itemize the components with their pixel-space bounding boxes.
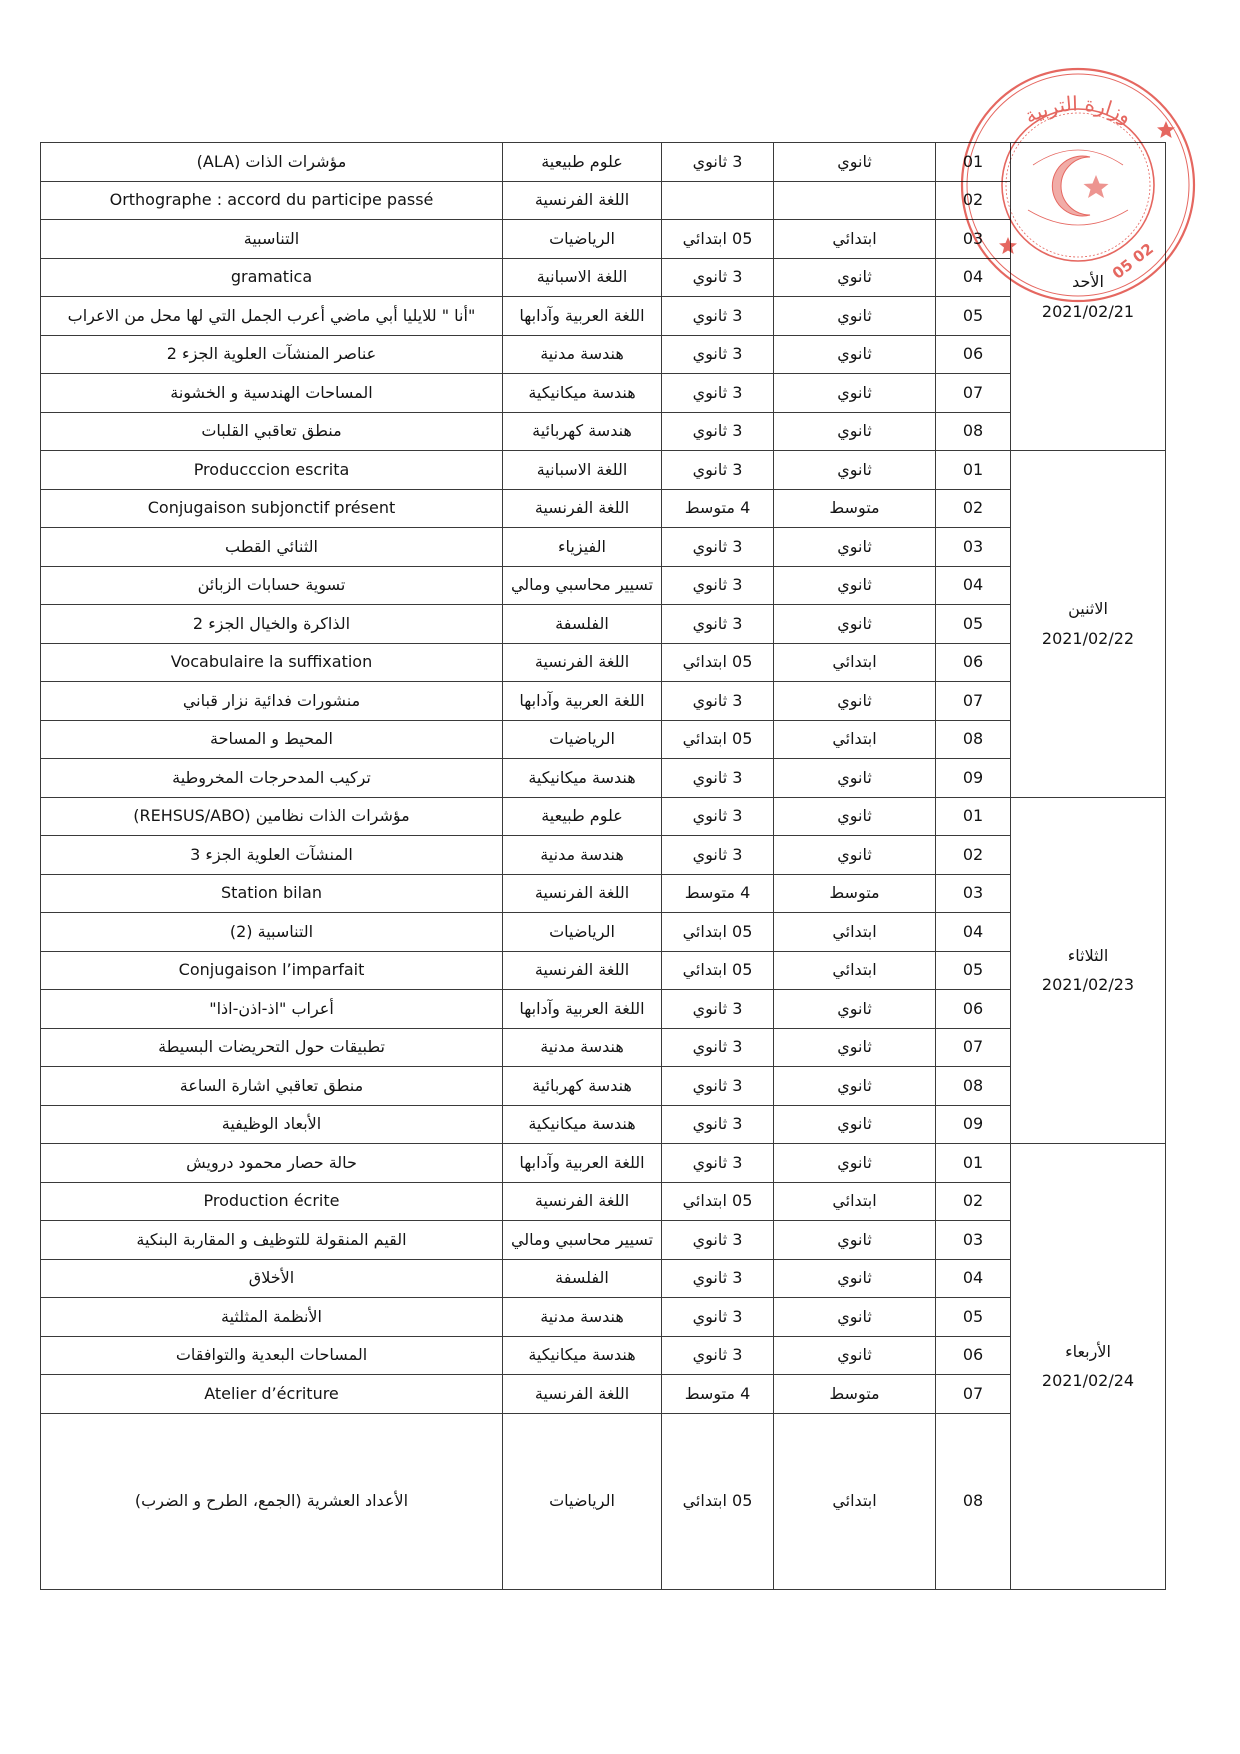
subject-cell: علوم طبيعية <box>503 143 662 182</box>
year-cell: 3 ثانوي <box>662 682 774 721</box>
lesson-cell: منشورات فدائية نزار قباني <box>41 682 503 721</box>
schedule-row <box>41 913 1166 952</box>
day-name: الأحد <box>1072 271 1104 291</box>
schedule-row <box>41 451 1166 490</box>
year-cell: 3 ثانوي <box>662 836 774 875</box>
row-number: 07 <box>936 1028 1011 1067</box>
level-cell: ابتدائي <box>774 1413 936 1589</box>
lesson-cell: المساحات البعدية والتوافقات <box>41 1336 503 1375</box>
schedule-row <box>41 605 1166 644</box>
level-cell: ثانوي <box>774 1028 936 1067</box>
lesson-cell: الذاكرة والخيال الجزء 2 <box>41 605 503 644</box>
lesson-cell: عناصر المنشآت العلوية الجزء 2 <box>41 335 503 374</box>
year-cell: 4 متوسط <box>662 489 774 528</box>
schedule-row <box>41 258 1166 297</box>
schedule-row <box>41 720 1166 759</box>
lesson-cell: مؤشرات الذات (ALA) <box>41 143 503 182</box>
year-cell: 05 ابتدائي <box>662 643 774 682</box>
subject-cell: الرياضيات <box>503 220 662 259</box>
year-cell: 3 ثانوي <box>662 335 774 374</box>
day-cell <box>1011 1144 1166 1590</box>
subject-cell: اللغة العربية وآدابها <box>503 990 662 1029</box>
subject-cell: اللغة الفرنسية <box>503 951 662 990</box>
day-date: 2021/02/22 <box>1041 628 1135 648</box>
schedule-row <box>41 1336 1166 1375</box>
level-cell: ثانوي <box>774 1067 936 1106</box>
lesson-cell: gramatica <box>41 258 503 297</box>
schedule-row <box>41 412 1166 451</box>
schedule-row <box>41 220 1166 259</box>
row-number: 09 <box>936 759 1011 798</box>
lesson-cell: Vocabulaire la suffixation <box>41 643 503 682</box>
year-cell: 3 ثانوي <box>662 451 774 490</box>
level-cell: ثانوي <box>774 1298 936 1337</box>
lesson-cell: Atelier d’écriture <box>41 1375 503 1414</box>
year-cell: 3 ثانوي <box>662 797 774 836</box>
subject-cell: اللغة الاسبانية <box>503 451 662 490</box>
schedule-row <box>41 1067 1166 1106</box>
subject-cell: الرياضيات <box>503 720 662 759</box>
subject-cell: الرياضيات <box>503 1413 662 1589</box>
level-cell <box>774 181 936 220</box>
year-cell: 3 ثانوي <box>662 1144 774 1183</box>
row-number: 04 <box>936 1259 1011 1298</box>
subject-cell: هندسة ميكانيكية <box>503 1336 662 1375</box>
year-cell: 3 ثانوي <box>662 1221 774 1260</box>
subject-cell: اللغة العربية وآدابها <box>503 1144 662 1183</box>
year-cell: 3 ثانوي <box>662 1298 774 1337</box>
subject-cell: اللغة الفرنسية <box>503 1375 662 1414</box>
lesson-cell: المنشآت العلوية الجزء 3 <box>41 836 503 875</box>
row-number: 05 <box>936 605 1011 644</box>
year-cell: 3 ثانوي <box>662 297 774 336</box>
lesson-cell: الأخلاق <box>41 1259 503 1298</box>
schedule-row <box>41 566 1166 605</box>
year-cell: 4 متوسط <box>662 874 774 913</box>
level-cell: متوسط <box>774 489 936 528</box>
year-cell: 4 متوسط <box>662 1375 774 1414</box>
lesson-cell: تطبيقات حول التحريضات البسيطة <box>41 1028 503 1067</box>
row-number: 06 <box>936 335 1011 374</box>
day-date: 2021/02/23 <box>1041 975 1135 995</box>
subject-cell: الفلسفة <box>503 1259 662 1298</box>
year-cell: 05 ابتدائي <box>662 1182 774 1221</box>
row-number: 03 <box>936 874 1011 913</box>
schedule-row <box>41 682 1166 721</box>
subject-cell: اللغة الفرنسية <box>503 489 662 528</box>
schedule-row <box>41 1259 1166 1298</box>
lesson-cell: الأعداد العشرية (الجمع، الطرح و الضرب) <box>41 1413 503 1589</box>
level-cell: متوسط <box>774 1375 936 1414</box>
subject-cell: هندسة مدنية <box>503 1028 662 1067</box>
lesson-cell: تسوية حسابات الزبائن <box>41 566 503 605</box>
lesson-cell: Conjugaison subjonctif présent <box>41 489 503 528</box>
level-cell: ثانوي <box>774 374 936 413</box>
schedule-row <box>41 528 1166 567</box>
lesson-cell: أعراب "اذ-اذن-اذا" <box>41 990 503 1029</box>
lesson-cell: مؤشرات الذات نظامين (REHSUS/ABO) <box>41 797 503 836</box>
day-cell <box>1011 451 1166 798</box>
year-cell: 05 ابتدائي <box>662 1413 774 1589</box>
day-name: الثلاثاء <box>1067 945 1109 965</box>
day-date: 2021/02/21 <box>1041 301 1135 321</box>
row-number: 04 <box>936 258 1011 297</box>
subject-cell: اللغة الفرنسية <box>503 181 662 220</box>
row-number: 07 <box>936 374 1011 413</box>
year-cell: 3 ثانوي <box>662 1259 774 1298</box>
year-cell: 3 ثانوي <box>662 412 774 451</box>
level-cell: ثانوي <box>774 1336 936 1375</box>
year-cell: 3 ثانوي <box>662 1067 774 1106</box>
row-number: 01 <box>936 797 1011 836</box>
stamp-number: 05 02 <box>1108 239 1157 283</box>
day-date: 2021/02/24 <box>1041 1371 1135 1391</box>
lesson-cell: الأنظمة المثلثية <box>41 1298 503 1337</box>
subject-cell: هندسة مدنية <box>503 335 662 374</box>
lesson-cell: منطق تعاقبي اشارة الساعة <box>41 1067 503 1106</box>
lesson-cell: القيم المنقولة للتوظيف و المقاربة البنكية <box>41 1221 503 1260</box>
level-cell: ثانوي <box>774 605 936 644</box>
schedule-table <box>40 142 1166 1590</box>
schedule-row <box>41 1144 1166 1183</box>
row-number: 07 <box>936 682 1011 721</box>
subject-cell: هندسة كهربائية <box>503 1067 662 1106</box>
year-cell <box>662 181 774 220</box>
stamp-arc-label: وزارة التربية <box>1020 91 1136 129</box>
subject-cell: هندسة كهربائية <box>503 412 662 451</box>
level-cell: ثانوي <box>774 412 936 451</box>
subject-cell: اللغة الفرنسية <box>503 643 662 682</box>
row-number: 03 <box>936 1221 1011 1260</box>
level-cell: ابتدائي <box>774 220 936 259</box>
level-cell: ثانوي <box>774 1105 936 1144</box>
row-number: 03 <box>936 220 1011 259</box>
row-number: 07 <box>936 1375 1011 1414</box>
level-cell: ثانوي <box>774 1259 936 1298</box>
schedule-row <box>41 1221 1166 1260</box>
schedule-row <box>41 1028 1166 1067</box>
row-number: 08 <box>936 1413 1011 1589</box>
subject-cell: هندسة ميكانيكية <box>503 1105 662 1144</box>
row-number: 06 <box>936 990 1011 1029</box>
row-number: 04 <box>936 566 1011 605</box>
row-number: 05 <box>936 1298 1011 1337</box>
row-number: 08 <box>936 720 1011 759</box>
level-cell: ثانوي <box>774 143 936 182</box>
subject-cell: الفيزياء <box>503 528 662 567</box>
subject-cell: هندسة مدنية <box>503 836 662 875</box>
level-cell: ابتدائي <box>774 913 936 952</box>
schedule-row <box>41 1105 1166 1144</box>
row-number: 06 <box>936 1336 1011 1375</box>
subject-cell: تسيير محاسبي ومالي <box>503 566 662 605</box>
subject-cell: اللغة العربية وآدابها <box>503 682 662 721</box>
year-cell: 3 ثانوي <box>662 1105 774 1144</box>
year-cell: 3 ثانوي <box>662 990 774 1029</box>
level-cell: متوسط <box>774 874 936 913</box>
day-cell <box>1011 143 1166 451</box>
year-cell: 05 ابتدائي <box>662 720 774 759</box>
lesson-cell: Conjugaison l’imparfait <box>41 951 503 990</box>
year-cell: 3 ثانوي <box>662 605 774 644</box>
lesson-cell: التناسبية <box>41 220 503 259</box>
lesson-cell: التناسبية (2) <box>41 913 503 952</box>
lesson-cell: حالة حصار محمود درويش <box>41 1144 503 1183</box>
schedule-row <box>41 1375 1166 1414</box>
day-name: الاثنين <box>1068 599 1108 619</box>
year-cell: 3 ثانوي <box>662 566 774 605</box>
row-number: 05 <box>936 951 1011 990</box>
schedule-row <box>41 759 1166 798</box>
row-number: 02 <box>936 489 1011 528</box>
level-cell: ثانوي <box>774 451 936 490</box>
year-cell: 3 ثانوي <box>662 1028 774 1067</box>
schedule-row <box>41 797 1166 836</box>
level-cell: ثانوي <box>774 258 936 297</box>
lesson-cell: Production écrite <box>41 1182 503 1221</box>
schedule-row <box>41 143 1166 182</box>
year-cell: 3 ثانوي <box>662 143 774 182</box>
level-cell: ثانوي <box>774 836 936 875</box>
schedule-row <box>41 297 1166 336</box>
year-cell: 3 ثانوي <box>662 258 774 297</box>
schedule-row <box>41 181 1166 220</box>
subject-cell: هندسة ميكانيكية <box>503 759 662 798</box>
schedule-row <box>41 489 1166 528</box>
schedule-row <box>41 1413 1166 1589</box>
subject-cell: اللغة الاسبانية <box>503 258 662 297</box>
row-number: 04 <box>936 913 1011 952</box>
level-cell: ابتدائي <box>774 720 936 759</box>
year-cell: 3 ثانوي <box>662 528 774 567</box>
subject-cell: اللغة الفرنسية <box>503 1182 662 1221</box>
level-cell: ثانوي <box>774 297 936 336</box>
subject-cell: علوم طبيعية <box>503 797 662 836</box>
level-cell: ثانوي <box>774 335 936 374</box>
row-number: 09 <box>936 1105 1011 1144</box>
schedule-row <box>41 1182 1166 1221</box>
year-cell: 05 ابتدائي <box>662 951 774 990</box>
schedule-row <box>41 374 1166 413</box>
level-cell: ثانوي <box>774 990 936 1029</box>
row-number: 01 <box>936 143 1011 182</box>
schedule-row <box>41 643 1166 682</box>
year-cell: 3 ثانوي <box>662 759 774 798</box>
row-number: 03 <box>936 528 1011 567</box>
subject-cell: اللغة الفرنسية <box>503 874 662 913</box>
schedule-row <box>41 990 1166 1029</box>
stamp-star-right-icon <box>1157 121 1175 138</box>
level-cell: ثانوي <box>774 1221 936 1260</box>
level-cell: ثانوي <box>774 682 936 721</box>
level-cell: ابتدائي <box>774 643 936 682</box>
row-number: 01 <box>936 1144 1011 1183</box>
row-number: 01 <box>936 451 1011 490</box>
subject-cell: هندسة ميكانيكية <box>503 374 662 413</box>
level-cell: ابتدائي <box>774 951 936 990</box>
schedule-row <box>41 951 1166 990</box>
row-number: 02 <box>936 181 1011 220</box>
subject-cell: الفلسفة <box>503 605 662 644</box>
stamp-arc-text <box>1020 91 1136 128</box>
level-cell: ثانوي <box>774 759 936 798</box>
schedule-row <box>41 335 1166 374</box>
subject-cell: تسيير محاسبي ومالي <box>503 1221 662 1260</box>
day-cell <box>1011 797 1166 1144</box>
row-number: 05 <box>936 297 1011 336</box>
level-cell: ابتدائي <box>774 1182 936 1221</box>
row-number: 08 <box>936 412 1011 451</box>
lesson-cell: Station bilan <box>41 874 503 913</box>
lesson-cell: تركيب المدحرجات المخروطية <box>41 759 503 798</box>
lesson-cell: الأبعاد الوظيفية <box>41 1105 503 1144</box>
lesson-cell: Orthographe : accord du participe passé <box>41 181 503 220</box>
row-number: 06 <box>936 643 1011 682</box>
subject-cell: هندسة مدنية <box>503 1298 662 1337</box>
level-cell: ثانوي <box>774 1144 936 1183</box>
level-cell: ثانوي <box>774 566 936 605</box>
schedule-row <box>41 874 1166 913</box>
subject-cell: الرياضيات <box>503 913 662 952</box>
year-cell: 05 ابتدائي <box>662 220 774 259</box>
lesson-cell: منطق تعاقبي القلبات <box>41 412 503 451</box>
row-number: 02 <box>936 1182 1011 1221</box>
lesson-cell: المحيط و المساحة <box>41 720 503 759</box>
subject-cell: اللغة العربية وآدابها <box>503 297 662 336</box>
year-cell: 3 ثانوي <box>662 1336 774 1375</box>
lesson-cell: الثنائي القطب <box>41 528 503 567</box>
row-number: 02 <box>936 836 1011 875</box>
lesson-cell: "أنا " للايليا أبي ماضي أعرب الجمل التي لها محل من الاعراب <box>41 297 503 336</box>
level-cell: ثانوي <box>774 528 936 567</box>
level-cell: ثانوي <box>774 797 936 836</box>
lesson-cell: Producccion escrita <box>41 451 503 490</box>
year-cell: 05 ابتدائي <box>662 913 774 952</box>
schedule-row <box>41 836 1166 875</box>
row-number: 08 <box>936 1067 1011 1106</box>
year-cell: 3 ثانوي <box>662 374 774 413</box>
lesson-cell: المساحات الهندسية و الخشونة <box>41 374 503 413</box>
day-name: الأربعاء <box>1065 1341 1111 1361</box>
schedule-row <box>41 1298 1166 1337</box>
